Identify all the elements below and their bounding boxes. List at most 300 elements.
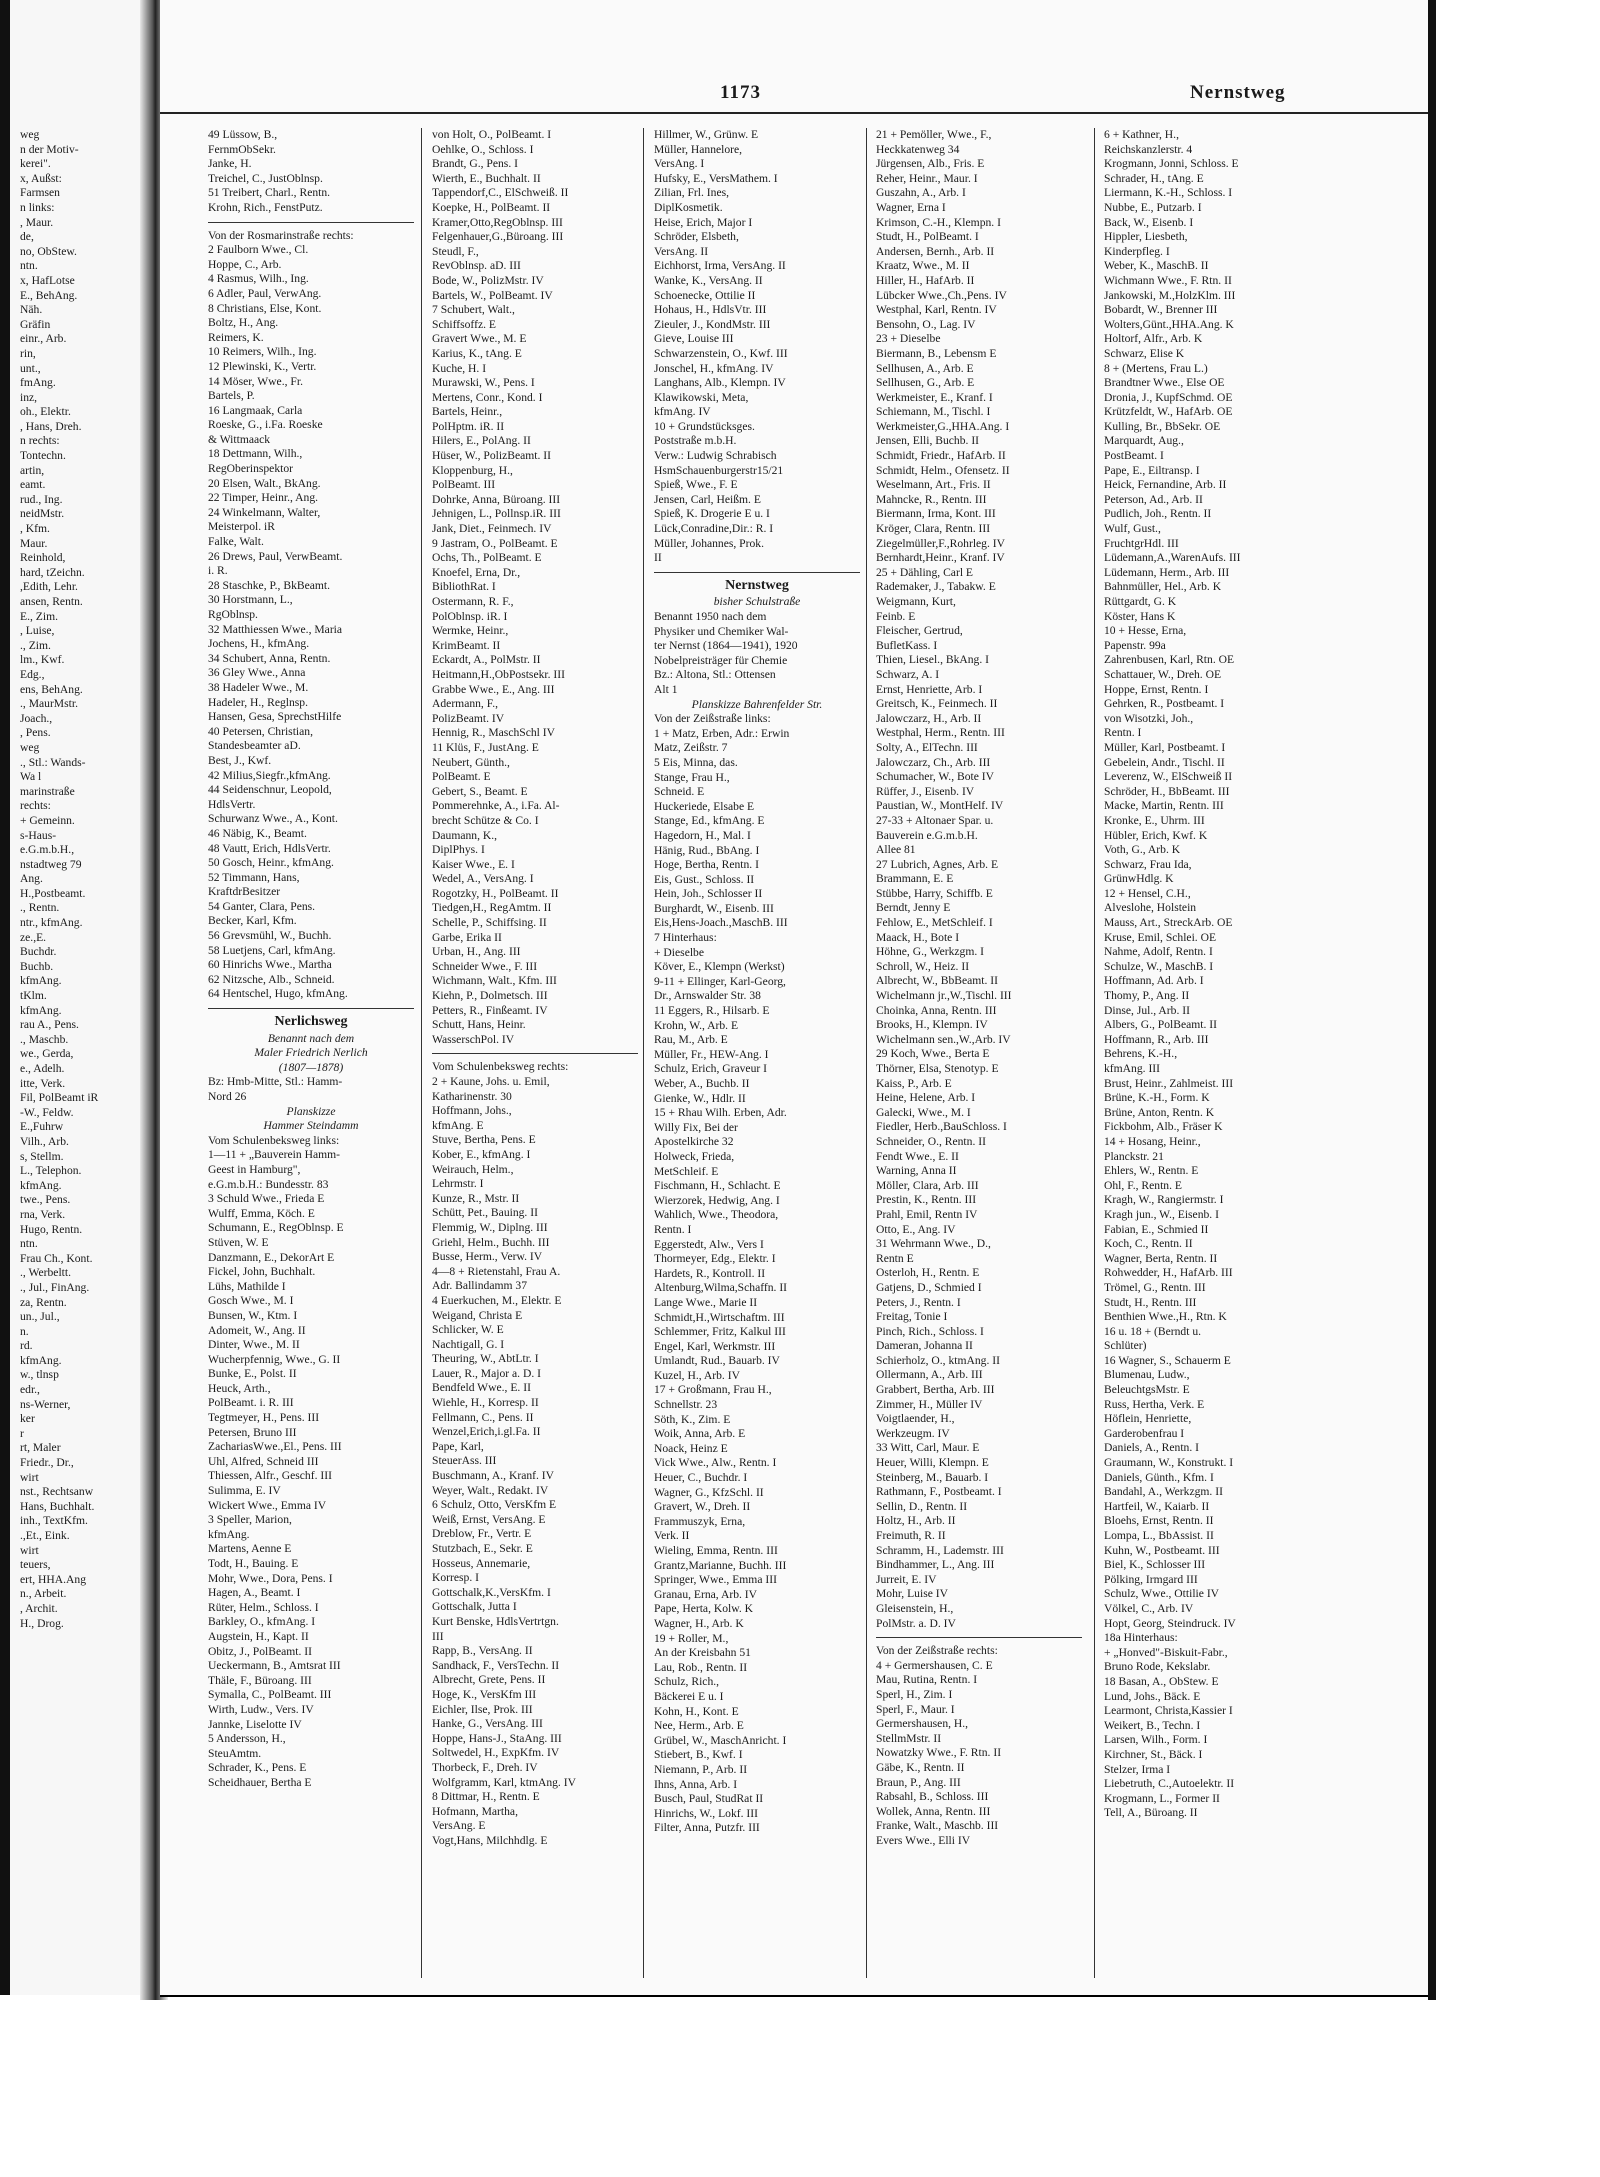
directory-entry: Garbe, Erika II	[432, 930, 502, 944]
directory-entry: ntr., kfmAng.	[20, 916, 83, 930]
directory-entry: artin,	[20, 463, 45, 477]
directory-entry: Sellhusen, G., Arb. E	[876, 376, 975, 390]
directory-entry: Steinberg, M., Bauarb. I	[876, 1470, 989, 1484]
directory-entry: Weirauch, Helm.,	[432, 1162, 514, 1176]
directory-entry: Macke, Martin, Rentn. III	[1104, 799, 1224, 813]
directory-entry: Hoge, K., VersKfm III	[432, 1687, 537, 1701]
directory-entry: Hans, Buchhalt.	[20, 1499, 95, 1513]
directory-entry: Hilers, E., PolAng. II	[432, 434, 531, 448]
directory-entry: Physiker und Chemiker Wal-	[654, 624, 789, 638]
directory-entry: DiplPhys. I	[432, 843, 485, 857]
directory-entry: Sellin, D., Rentn. II	[876, 1499, 968, 1513]
directory-entry: Jalowczarz, H., Arb. II	[876, 711, 982, 725]
directory-entry: Ang.	[20, 872, 43, 886]
directory-entry: Verw.: Ludwig Schrabisch	[654, 449, 777, 463]
directory-entry: Pape, Karl,	[432, 1439, 484, 1453]
directory-entry: Nachtigall, G. I	[432, 1337, 505, 1351]
directory-entry: Bobardt, W., Brenner III	[1104, 303, 1218, 317]
directory-entry: Hübler, Erich, Kwf. K	[1104, 828, 1208, 842]
directory-entry: rin,	[20, 346, 36, 360]
directory-entry: Bäckerei E u. I	[654, 1689, 724, 1703]
directory-entry: Schlüter)	[1104, 1339, 1147, 1353]
directory-entry: Karius, K., tAng. E	[432, 346, 522, 360]
directory-entry: Kinderpfleg. I	[1104, 244, 1170, 258]
directory-entry: Biermann, Irma, Kont. III	[876, 507, 996, 521]
directory-entry: Wichelmann sen.,W.,Arb. IV	[876, 1032, 1011, 1046]
directory-entry: Spieß, K. Drogerie E u. I	[654, 507, 770, 521]
directory-entry: Vilh., Arb.	[20, 1134, 69, 1148]
directory-entry: Grabbert, Bertha, Arb. III	[876, 1383, 995, 1397]
house-number-entry: 4 Euerkuchen, M., Elektr. E	[432, 1293, 562, 1307]
directory-entry: Ziegelmüller,F.,Rohrleg. IV	[876, 536, 1006, 550]
directory-entry: Thien, Liesel., BkAng. I	[876, 653, 990, 667]
directory-entry: Heick, Fernandine, Arb. II	[1104, 478, 1227, 492]
directory-entry: n links:	[20, 200, 55, 214]
directory-entry: Ollermann, A., Arb. III	[876, 1368, 983, 1382]
directory-entry: kfmAng. E	[432, 1118, 484, 1132]
directory-entry: Rathmann, F., Postbeamt. I	[876, 1485, 1002, 1499]
directory-entry: Bernhardt,Heinr., Kranf. IV	[876, 551, 1005, 565]
directory-entry: Gravert Wwe., M. E	[432, 332, 527, 346]
directory-entry: Mertens, Conr., Kond. I	[432, 390, 543, 404]
directory-entry: FernmObSekr.	[208, 142, 276, 156]
directory-entry: Adermann, F.,	[432, 697, 499, 711]
directory-entry: fmAng.	[20, 376, 56, 390]
directory-entry: Fiedler, Herb.,BauSchloss. I	[876, 1120, 1007, 1134]
directory-entry: Hoffmann, Ad. Arb. I	[1104, 974, 1204, 988]
directory-entry: Scheidhauer, Bertha E	[208, 1775, 312, 1789]
directory-entry: ens, BehAng.	[20, 682, 83, 696]
directory-entry: Wichmann Wwe., F. Rtn. II	[1104, 273, 1232, 287]
directory-entry: Roeske, G., i.Fa. Roeske	[208, 418, 323, 432]
directory-entry: Wagner, H., Arb. K	[654, 1616, 744, 1630]
directory-entry: Grübel, W., MaschAnricht. I	[654, 1733, 787, 1747]
directory-entry: Garderobenfrau I	[1104, 1426, 1185, 1440]
directory-entry: von Wisotzki, Joh.,	[1104, 711, 1194, 725]
directory-entry: Schröder, H., BbBeamt. III	[1104, 784, 1230, 798]
directory-entry: Gebelein, Andr., Tischl. II	[1104, 755, 1225, 769]
directory-entry: oh., Elektr.	[20, 405, 71, 419]
directory-entry: weg	[20, 740, 40, 754]
directory-entry: DiplKosmetik.	[654, 200, 723, 214]
house-number-entry: 7 Schubert, Walt.,	[432, 303, 515, 317]
directory-entry: Studt, H., PolBeamt. I	[876, 230, 979, 244]
directory-entry: Petters, R., Finßeamt. IV	[432, 1003, 548, 1017]
directory-entry: Thormeyer, Edg., Elektr. I	[654, 1252, 776, 1266]
directory-entry: unt.,	[20, 361, 41, 375]
directory-entry: Rentn. I	[654, 1222, 692, 1236]
directory-entry: Lüdemann, Herm., Arb. III	[1104, 565, 1230, 579]
directory-entry: Dr., Arnswalder Str. 38	[654, 989, 761, 1003]
directory-entry: Nahme, Adolf, Rentn. I	[1104, 945, 1213, 959]
directory-entry: Brammann, E. E	[876, 872, 954, 886]
directory-entry: Martens, Aenne E	[208, 1542, 292, 1556]
house-number-entry: 11 Klüs, F., JustAng. E	[432, 740, 539, 754]
directory-entry: kfmAng.	[20, 1003, 62, 1017]
directory-entry: Rademaker, J., Tabakw. E	[876, 580, 996, 594]
directory-entry: + Gemeinn.	[20, 813, 75, 827]
directory-entry: Brooks, H., Klempn. IV	[876, 1018, 988, 1032]
directory-entry: rt, Maler	[20, 1441, 61, 1455]
house-number-entry: 18 Dettmann, Wilh.,	[208, 447, 303, 461]
directory-entry: Müller, Karl, Postbeamt. I	[1104, 740, 1226, 754]
house-number-entry: 9 Jastram, O., PolBeamt. E	[432, 536, 558, 550]
directory-entry: Hopt, Georg, Steindruck. IV	[1104, 1616, 1236, 1630]
directory-entry: Reher, Heinr., Maur. I	[876, 171, 978, 185]
directory-entry: RegOberinspektor	[208, 462, 294, 476]
directory-entry: Bahnmüller, Hel., Arb. K	[1104, 580, 1222, 594]
street-note: Maler Friedrich Nerlich	[254, 1046, 368, 1060]
directory-entry: n.	[20, 1324, 29, 1338]
directory-entry: Zieuler, J., KondMstr. III	[654, 317, 771, 331]
house-number-entry: 11 Eggers, R., Hilsarb. E	[654, 1004, 770, 1018]
directory-entry: VersAng. I	[654, 157, 705, 171]
directory-entry: Vogt,Hans, Milchhdlg. E	[432, 1833, 548, 1847]
directory-entry: Maack, H., Bote I	[876, 930, 960, 944]
house-number-entry: 29 Koch, Wwe., Berta E	[876, 1047, 990, 1061]
house-number-entry: 15 + Rhau Wilh. Erben, Adr.	[654, 1106, 787, 1120]
directory-entry: Uhl, Alfred, Schneid III	[208, 1454, 319, 1468]
directory-entry: Frammuszyk, Erna,	[654, 1514, 746, 1528]
directory-entry: Holtorf, Alfr., Arb. K	[1104, 332, 1203, 346]
directory-entry: FruchtgrHdl. III	[1104, 536, 1179, 550]
directory-entry: inz,	[20, 390, 38, 404]
directory-entry: Gottschalk,K.,VersKfm. I	[432, 1585, 551, 1599]
directory-entry: KraftdrBesitzer	[208, 885, 281, 899]
house-number-entry: 8 + (Mertens, Frau L.)	[1104, 361, 1208, 375]
directory-entry: Koch, C., Rentn. II	[1104, 1237, 1193, 1251]
directory-entry: Völkel, C., Arb. IV	[1104, 1601, 1194, 1615]
directory-entry: Hadeler, H., Reglnsp.	[208, 695, 308, 709]
house-number-entry: 8 Dittmar, H., Rentn. E	[432, 1790, 540, 1804]
directory-entry: Tontechn.	[20, 449, 66, 463]
house-number-entry: 30 Horstmann, L.,	[208, 593, 293, 607]
directory-entry: Poststraße m.b.H.	[654, 434, 737, 448]
directory-entry: Schiffsoffz. E	[432, 317, 496, 331]
directory-entry: Wichelmann jr.,W.,Tischl. III	[876, 989, 1012, 1003]
directory-entry: Mahncke, R., Rentn. III	[876, 492, 987, 506]
directory-entry: Stiebert, B., Kwf. I	[654, 1748, 743, 1762]
directory-entry: rechts:	[20, 799, 51, 813]
directory-entry: Schmidt, Friedr., HafArb. II	[876, 449, 1006, 463]
directory-entry: lm., Kwf.	[20, 653, 65, 667]
directory-entry: Russ, Hertha, Verk. E	[1104, 1397, 1205, 1411]
directory-entry: Dreblow, Fr., Vertr. E	[432, 1527, 532, 1541]
directory-entry: Heuer, Willi, Klempn. E	[876, 1456, 989, 1470]
directory-entry: neidMstr.	[20, 507, 65, 521]
directory-entry: twe., Pens.	[20, 1193, 71, 1207]
directory-entry: PolHptm. iR. II	[432, 419, 505, 433]
directory-entry: Steudl, F.,	[432, 244, 479, 258]
directory-entry: kfmAng.	[20, 1178, 62, 1192]
directory-entry: Vom Schulenbeksweg rechts:	[432, 1060, 569, 1074]
directory-entry: Kunze, R., Mstr. II	[432, 1191, 520, 1205]
directory-entry: Holweck, Frieda,	[654, 1149, 735, 1163]
directory-entry: Noack, Heinz E	[654, 1441, 728, 1455]
directory-entry: BibliothRat. I	[432, 580, 496, 594]
directory-entry: Wierth, E., Buchhalt. II	[432, 171, 541, 185]
directory-entry: Hillmer, W., Grünw. E	[654, 128, 759, 141]
house-number-entry: 62 Nitzsche, Alb., Schneid.	[208, 972, 335, 986]
directory-entry: Prahl, Emil, Rentn IV	[876, 1207, 978, 1221]
directory-entry: Tell, A., Büroang. II	[1104, 1806, 1198, 1820]
directory-entry: Schiemann, M., Tischl. I	[876, 405, 991, 419]
directory-entry: Köster, Hans K	[1104, 609, 1176, 623]
directory-entry: Kragh jun., W., Eisenb. I	[1104, 1207, 1219, 1221]
directory-entry: n., Arbeit.	[20, 1587, 67, 1601]
directory-entry: Thorbeck, F., Dreh. IV	[432, 1760, 538, 1774]
directory-entry: nstadtweg 79	[20, 857, 82, 871]
directory-entry: kfmAng. IV	[654, 405, 711, 419]
directory-entry: Greitsch, K., Feinmech. II	[876, 697, 998, 711]
directory-entry: Daniels, A., Rentn. I	[1104, 1441, 1199, 1455]
directory-entry: Pölking, Irmgard III	[1104, 1572, 1198, 1586]
directory-entry: Krohn, W., Arb. E	[654, 1018, 739, 1032]
directory-entry: + Dieselbe	[654, 945, 704, 959]
directory-entry: Blumenau, Ludw.,	[1104, 1368, 1190, 1382]
house-number-entry: 14 + Hosang, Heinr.,	[1104, 1134, 1201, 1148]
house-number-entry: 1—11 + „Bauverein Hamm-	[208, 1148, 340, 1162]
directory-entry: Weyer, Walt., Redakt. IV	[432, 1483, 549, 1497]
house-number-entry: 60 Hinrichs Wwe., Martha	[208, 958, 332, 972]
directory-entry: Jankowski, M.,HolzKlm. III	[1104, 288, 1236, 302]
directory-entry: II	[654, 551, 662, 565]
directory-entry: Rüttgardt, G. K	[1104, 595, 1177, 608]
directory-entry: ,Edith, Lehr.	[20, 580, 78, 594]
directory-entry: Krützfeldt, W., HafArb. OE	[1104, 405, 1233, 419]
street-heading: Nerlichsweg	[274, 1015, 348, 1030]
directory-entry: RevOblnsp. aD. III	[432, 259, 521, 273]
house-number-entry: 56 Grevsmühl, W., Buchh.	[208, 929, 332, 943]
directory-entry: hard, tZeichn.	[20, 565, 85, 579]
directory-entry: Wa l	[20, 770, 42, 784]
directory-entry: , Archit.	[20, 1601, 58, 1615]
directory-entry: kfmAng.	[20, 974, 62, 988]
directory-entry: Bz: Hmb-Mitte, Stl.: Hamm-	[208, 1075, 343, 1089]
directory-entry: Kröger, Clara, Rentn. III	[876, 522, 991, 536]
directory-entry: HsmSchauenburgerstr15/21	[654, 463, 784, 477]
directory-entry: Kaiser Wwe., E. I	[432, 857, 515, 871]
directory-entry: Granau, Erna, Arb. IV	[654, 1587, 758, 1601]
house-number-entry: 1 + Matz, Erben, Adr.: Erwin	[654, 726, 790, 740]
directory-entry: Wucherpfennig, Wwe., G. II	[208, 1352, 341, 1366]
directory-entry: Joach.,	[20, 711, 53, 725]
house-number-entry: 27-33 + Altonaer Spar. u.	[876, 813, 994, 827]
directory-entry: Engel, Karl, Werkmstr. III	[654, 1339, 776, 1353]
directory-entry: Freimuth, R. II	[876, 1529, 946, 1542]
directory-entry: Allee 81	[876, 843, 916, 857]
directory-column-1	[208, 128, 414, 1791]
directory-entry: Jurreit, E. IV	[876, 1572, 937, 1586]
house-number-entry: 46 Näbig, K., Beamt.	[208, 826, 307, 840]
page-header	[160, 82, 1428, 114]
house-number-entry: 5 Eis, Minna, das.	[654, 755, 738, 769]
directory-entry: ., Werbeltt.	[20, 1266, 72, 1280]
directory-entry: Stübbe, Harry, Schiffb. E	[876, 886, 993, 900]
directory-entry: Bandahl, A., Werkzgm. II	[1104, 1485, 1223, 1499]
house-number-entry: 12 + Hensel, C.H.,	[1104, 886, 1191, 900]
directory-entry: Dronia, J., KupfSchmd. OE	[1104, 390, 1233, 404]
directory-entry: Heine, Helene, Arb. I	[876, 1091, 976, 1105]
directory-entry: Bz.: Altona, Stl.: Ottensen	[654, 668, 776, 682]
directory-entry: Kuhn, W., Postbeamt. III	[1104, 1543, 1220, 1557]
directory-entry: ., MaurMstr.	[20, 697, 78, 711]
directory-entry: & Wittmaack	[208, 432, 271, 446]
directory-entry: w., tlnsp	[20, 1368, 59, 1382]
directory-entry: Springer, Wwe., Emma III	[654, 1573, 777, 1587]
house-number-entry: 20 Elsen, Walt., BkAng.	[208, 476, 321, 490]
directory-entry: Choinka, Anna, Rentn. III	[876, 1003, 997, 1017]
directory-entry: Zimmer, H., Müller IV	[876, 1397, 983, 1411]
directory-entry: RgOblnsp.	[208, 608, 258, 621]
directory-entry: Schütt, Pet., Bauing. II	[432, 1206, 538, 1220]
directory-entry: Stange, Frau H.,	[654, 770, 730, 784]
directory-entry: Hagedorn, H., Mal. I	[654, 828, 751, 842]
column-divider	[1094, 128, 1095, 1978]
directory-entry: Eggerstedt, Alw., Vers I	[654, 1237, 764, 1251]
directory-entry: Schrader, K., Pens. E	[208, 1761, 307, 1775]
directory-entry: Fleischer, Gertrud,	[876, 624, 963, 638]
directory-entry: Hüser, W., PolizBeamt. II	[432, 449, 551, 463]
directory-entry: E., Zim.	[20, 609, 58, 623]
directory-entry: Reinhold,	[20, 551, 66, 565]
directory-entry: Murawski, W., Pens. I	[432, 376, 535, 390]
directory-entry: Vom Schulenbeksweg links:	[208, 1133, 340, 1147]
directory-entry: Katharinenstr. 30	[432, 1089, 512, 1103]
directory-entry: Ochs, Th., PolBeamt. E	[432, 551, 542, 565]
directory-entry: H., Drog.	[20, 1616, 64, 1630]
directory-entry: kfmAng.	[20, 1353, 62, 1367]
directory-entry: Germershausen, H.,	[876, 1717, 969, 1731]
directory-entry: Hoppe, C., Arb.	[208, 257, 282, 271]
house-number-entry: 32 Matthiessen Wwe., Maria	[208, 622, 343, 636]
directory-entry: WasserschPol. IV	[432, 1032, 515, 1046]
directory-entry: StellmMstr. II	[876, 1731, 942, 1745]
street-note: Planskizze	[286, 1104, 336, 1118]
directory-entry: Lund, Johs., Bäck. E	[1104, 1689, 1201, 1703]
directory-entry: Wenzel,Erich,i.gl.Fa. II	[432, 1425, 541, 1439]
directory-entry: Köver, E., Klempn (Werkst)	[654, 960, 785, 974]
directory-entry: , Maur.	[20, 215, 54, 229]
directory-entry: Kragh, W., Rangiermstr. I	[1104, 1193, 1224, 1207]
directory-entry: Fil, PolBeamt iR	[20, 1091, 99, 1105]
directory-entry: Altenburg,Wilma,Schaffn. II	[654, 1281, 788, 1295]
directory-entry: ., Maschb.	[20, 1032, 69, 1046]
directory-entry: Frau Ch., Kont.	[20, 1251, 93, 1265]
directory-entry: Benthien Wwe.,H., Rtn. K	[1104, 1310, 1227, 1324]
directory-entry: Filter, Anna, Putzfr. III	[654, 1821, 760, 1835]
directory-entry: Hohaus, H., HdlsVtr. III	[654, 303, 767, 317]
directory-entry: Heuer, C., Buchdr. I	[654, 1471, 748, 1485]
directory-entry: Hinrichs, W., Lokf. III	[654, 1806, 759, 1820]
directory-entry: Schneider, O., Rentn. II	[876, 1134, 986, 1148]
directory-entry: Schulz, Wwe., Ottilie IV	[1104, 1587, 1220, 1601]
directory-entry: Schattauer, W., Dreh. OE	[1104, 667, 1222, 681]
directory-entry: Pudlich, Joh., Rentn. II	[1104, 507, 1212, 521]
directory-entry: -W., Feldw.	[20, 1105, 74, 1119]
directory-entry: Ehlers, W., Rentn. E	[1104, 1164, 1199, 1178]
directory-entry: Jochens, H., kfmAng.	[208, 637, 310, 651]
directory-entry: PolizBeamt. IV	[432, 711, 505, 725]
directory-entry: Soltwedel, H., ExpKfm. IV	[432, 1746, 560, 1760]
directory-entry: Biermann, B., Lebensm E	[876, 346, 997, 360]
directory-entry: Kloppenburg, H.,	[432, 463, 513, 477]
directory-entry: Näh.	[20, 303, 43, 317]
section-divider	[876, 1637, 1082, 1638]
directory-entry: PostBeamt. I	[1104, 449, 1164, 463]
directory-entry: Busch, Paul, StudRat II	[654, 1792, 764, 1806]
directory-entry: Weigmann, Kurt,	[876, 595, 956, 608]
directory-entry: Eichler, Ilse, Prok. III	[432, 1702, 533, 1716]
directory-entry: Wagner, G., KfzSchl. II	[654, 1485, 764, 1499]
directory-entry: Von der Zeißstraße rechts:	[876, 1644, 998, 1658]
directory-entry: Weiß, Ernst, VersAng. E	[432, 1512, 546, 1526]
house-number-entry: 58 Luetjens, Carl, kfmAng.	[208, 943, 336, 957]
directory-entry: Werkmeister, E., Kranf. I	[876, 390, 993, 404]
directory-entry: Rau, M., Arb. E	[654, 1033, 728, 1047]
directory-entry: Kaiss, P., Arb. E	[876, 1076, 952, 1090]
section-divider	[208, 222, 414, 223]
directory-entry: Lompa, L., BbAssist. II	[1104, 1529, 1214, 1542]
section-divider	[432, 1053, 638, 1054]
directory-entry: Jehnigen, L., Pollnsp.iR. III	[432, 507, 561, 521]
directory-entry: Pape, Herta, Kolw. K	[654, 1602, 754, 1616]
directory-entry: za, Rentn.	[20, 1295, 67, 1309]
directory-entry: Todt, H., Bauing. E	[208, 1557, 299, 1570]
directory-entry: Janke, H.	[208, 157, 252, 171]
directory-entry: kfmAng.	[208, 1527, 250, 1541]
directory-entry: Nobelpreisträger für Chemie	[654, 653, 788, 667]
house-number-entry: 4—8 + Rietenstahl, Frau A.	[432, 1264, 561, 1278]
directory-entry: Adr. Ballindamm 37	[432, 1279, 527, 1293]
directory-entry: Dohrke, Anna, Büroang. III	[432, 492, 561, 506]
directory-entry: Hardets, R., Kontroll. II	[654, 1266, 766, 1280]
directory-entry: Schlicker, W. E	[432, 1323, 504, 1337]
directory-entry: Grantz,Marianne, Buchh. III	[654, 1558, 787, 1572]
scan-background	[1436, 0, 1600, 2177]
directory-entry: Lühs, Mathilde I	[208, 1279, 286, 1293]
directory-entry: Klawikowski, Meta,	[654, 390, 749, 404]
house-number-entry: 50 Gosch, Heinr., kfmAng.	[208, 856, 334, 870]
directory-entry: Lüdemann,A.,WarenAufs. III	[1104, 551, 1241, 565]
directory-entry: Wahlich, Wwe., Theodora,	[654, 1208, 779, 1222]
directory-entry: Kronke, E., Uhrm. III	[1104, 813, 1205, 827]
house-number-entry: 36 Gley Wwe., Anna	[208, 666, 306, 680]
directory-entry: Jensen, Carl, Heißm. E	[654, 492, 761, 506]
house-number-entry: 18a Hinterhaus:	[1104, 1631, 1178, 1645]
house-number-entry: 5 Andersson, H.,	[208, 1732, 286, 1746]
directory-entry: Schlemmer, Fritz, Kalkul III	[654, 1325, 786, 1339]
directory-entry: Brust, Heinr., Zahlmeist. III	[1104, 1076, 1234, 1090]
directory-entry: Rentn E	[876, 1251, 914, 1265]
directory-entry: Bauverein e.G.m.b.H.	[876, 828, 978, 842]
directory-entry: ter Nernst (1864—1941), 1920	[654, 639, 798, 653]
directory-entry: Planckstr. 21	[1104, 1149, 1164, 1163]
house-number-entry: 34 Schubert, Anna, Rentn.	[208, 651, 331, 665]
directory-entry: Maur.	[20, 536, 48, 550]
directory-entry: Biel, K., Schlosser III	[1104, 1558, 1206, 1572]
directory-entry: Mauss, Art., StreckArb. OE	[1104, 916, 1233, 930]
house-number-entry: 6 Schulz, Otto, VersKfm E	[432, 1498, 557, 1512]
directory-entry: Wulf, Gust.,	[1104, 522, 1161, 536]
directory-entry: Jalowczarz, Ch., Arb. III	[876, 755, 991, 769]
directory-entry: Paustian, W., MontHelf. IV	[876, 799, 1004, 813]
directory-entry: r	[20, 1426, 24, 1440]
directory-entry: Warning, Anna II	[876, 1164, 957, 1178]
directory-entry: Krogmann, Jonni, Schloss. E	[1104, 157, 1239, 171]
directory-entry: Gravert, W., Dreh. II	[654, 1500, 751, 1514]
directory-entry: Geest in Hamburg",	[208, 1162, 301, 1176]
